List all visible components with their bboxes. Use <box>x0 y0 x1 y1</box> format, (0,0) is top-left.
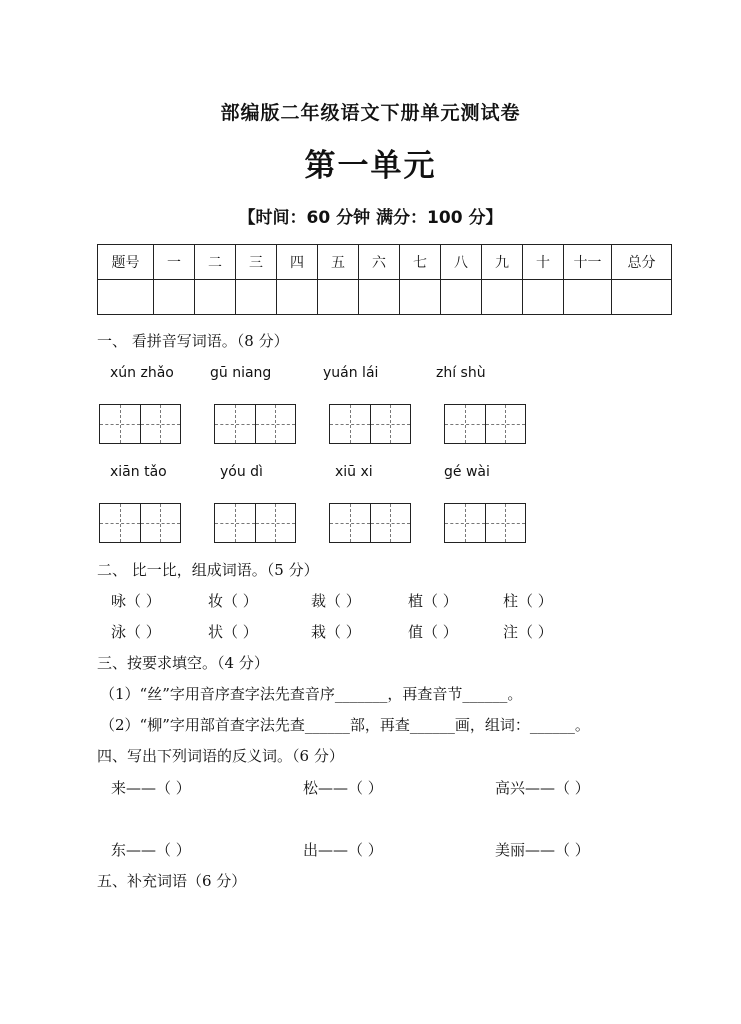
tianzige-box[interactable] <box>99 503 181 543</box>
time-score-line: 【时间：60 分钟 满分：100 分】 <box>238 208 503 228</box>
score-header-cell: 九 <box>482 245 523 280</box>
antonym-item: 东——（ ） <box>111 841 191 859</box>
score-blank-cell[interactable] <box>523 280 564 315</box>
score-blank-cell[interactable] <box>318 280 359 315</box>
tianzige-box[interactable] <box>329 404 411 444</box>
pinyin-label: gū niang <box>210 365 272 381</box>
pinyin-label: zhí shù <box>436 365 486 381</box>
unit-title: 第一单元 <box>304 148 437 184</box>
score-blank-cell[interactable] <box>400 280 441 315</box>
score-blank-cell[interactable] <box>277 280 318 315</box>
score-header-cell: 十一 <box>564 245 612 280</box>
score-blank-row <box>98 280 672 315</box>
antonym-item: 来——（ ） <box>111 779 191 797</box>
fill-item-2: （2）“柳”字用部首查字法先查______部，再查______画，组词：______。 <box>100 716 590 734</box>
compare-item: 咏（ ） <box>111 592 161 610</box>
compare-item: 栽（ ） <box>311 623 361 641</box>
pinyin-label: gé wài <box>444 464 490 480</box>
pinyin-label: xiū xi <box>335 464 373 480</box>
pinyin-label: xún zhǎo <box>110 365 174 381</box>
compare-item: 状（ ） <box>208 623 258 641</box>
pinyin-label: yóu dì <box>220 464 263 480</box>
score-blank-cell[interactable] <box>236 280 277 315</box>
tianzige-box[interactable] <box>99 404 181 444</box>
score-header-cell: 十 <box>523 245 564 280</box>
score-header-cell: 七 <box>400 245 441 280</box>
score-header-cell: 一 <box>154 245 195 280</box>
score-blank-cell[interactable] <box>482 280 523 315</box>
pinyin-label: yuán lái <box>323 365 379 381</box>
compare-item: 植（ ） <box>408 592 458 610</box>
score-header-cell: 三 <box>236 245 277 280</box>
score-table <box>97 244 672 315</box>
compare-item: 妆（ ） <box>208 592 258 610</box>
score-blank-cell[interactable] <box>359 280 400 315</box>
score-header-cell: 四 <box>277 245 318 280</box>
section4-heading: 四、写出下列词语的反义词。（6 分） <box>97 747 344 765</box>
section5-heading: 五、补充词语（6 分） <box>97 872 247 890</box>
tianzige-box[interactable] <box>444 503 526 543</box>
antonym-item: 高兴——（ ） <box>495 779 590 797</box>
tianzige-box[interactable] <box>329 503 411 543</box>
antonym-item: 美丽——（ ） <box>495 841 590 859</box>
score-blank-cell[interactable] <box>612 280 672 315</box>
score-header-cell: 八 <box>441 245 482 280</box>
compare-item: 柱（ ） <box>503 592 553 610</box>
section3-heading: 三、按要求填空。（4 分） <box>97 654 269 672</box>
tianzige-box[interactable] <box>214 503 296 543</box>
compare-item: 裁（ ） <box>311 592 361 610</box>
score-header-cell: 题号 <box>98 245 154 280</box>
score-blank-cell[interactable] <box>98 280 154 315</box>
section1-heading: 一、 看拼音写词语。（8 分） <box>97 332 289 350</box>
exam-subtitle: 部编版二年级语文下册单元测试卷 <box>220 102 521 124</box>
tianzige-box[interactable] <box>444 404 526 444</box>
tianzige-box[interactable] <box>214 404 296 444</box>
score-blank-cell[interactable] <box>195 280 236 315</box>
antonym-item: 出——（ ） <box>303 841 383 859</box>
score-header-cell: 五 <box>318 245 359 280</box>
score-header-cell: 六 <box>359 245 400 280</box>
compare-item: 值（ ） <box>408 623 458 641</box>
score-blank-cell[interactable] <box>564 280 612 315</box>
score-header-row <box>98 245 672 280</box>
compare-item: 注（ ） <box>503 623 553 641</box>
antonym-item: 松——（ ） <box>303 779 383 797</box>
score-header-cell: 总分 <box>612 245 672 280</box>
pinyin-label: xiān tǎo <box>110 464 167 480</box>
fill-item-1: （1）“丝”字用音序查字法先查音序_______，再查音节______。 <box>100 685 523 703</box>
score-blank-cell[interactable] <box>441 280 482 315</box>
section2-heading: 二、 比一比，组成词语。（5 分） <box>97 561 319 579</box>
score-header-cell: 二 <box>195 245 236 280</box>
score-blank-cell[interactable] <box>154 280 195 315</box>
compare-item: 泳（ ） <box>111 623 161 641</box>
